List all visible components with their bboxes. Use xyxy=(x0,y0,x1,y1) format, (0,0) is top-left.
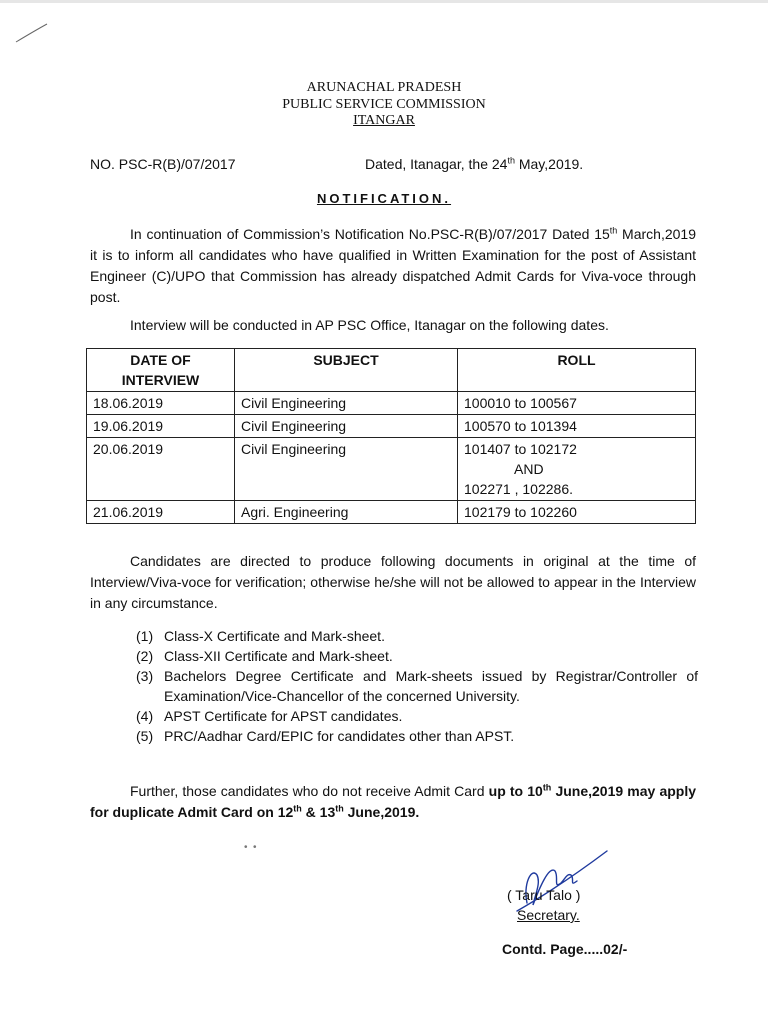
signature-block xyxy=(507,885,580,925)
stray-dots: • • xyxy=(244,842,257,853)
cell-roll: 102179 to 102260 xyxy=(458,501,696,524)
list-number: (5) xyxy=(136,728,154,744)
p4-bold2: June,2019 may apply for duplicate Admit Card on 12 xyxy=(90,783,697,820)
date-suffix: May,2019. xyxy=(514,156,584,172)
letterhead-city: ITANGAR xyxy=(353,113,415,128)
list-item xyxy=(136,726,698,746)
cell-roll: 100570 to 101394 xyxy=(458,415,696,438)
notification-title: NOTIFICATION. xyxy=(316,191,452,206)
cell-date: 19.06.2019 xyxy=(87,415,235,438)
table-row xyxy=(87,501,696,524)
list-item xyxy=(136,666,698,706)
reference-number: NO. PSC-R(B)/07/2017 xyxy=(90,156,236,172)
scan-edge xyxy=(0,0,768,3)
paragraph-continuation xyxy=(90,224,696,308)
paragraph-continuation-sup: th xyxy=(609,225,618,236)
cell-date: 18.06.2019 xyxy=(87,392,235,415)
signatory-title: Secretary. xyxy=(517,907,580,923)
p4-sup3: th xyxy=(335,803,344,814)
table-header-row xyxy=(87,349,696,392)
list-text: APST Certificate for APST candidates. xyxy=(164,708,403,724)
roll-range: 101407 to 102172 xyxy=(464,441,577,457)
list-number: (3) xyxy=(136,668,154,684)
header-subject: SUBJECT xyxy=(235,349,458,392)
table-row xyxy=(87,392,696,415)
cell-roll xyxy=(458,438,696,501)
p4-bold3: & 13 xyxy=(301,804,336,820)
list-number: (2) xyxy=(136,648,154,664)
letterhead-state: ARUNACHAL PRADESH xyxy=(306,80,462,95)
list-text: Bachelors Degree Certificate and Mark-sheets issued by Registrar/Controller of Examination/Vice-Chancellor of the concerned University. xyxy=(164,668,698,704)
pen-stroke-mark xyxy=(14,22,50,46)
header-roll: ROLL xyxy=(458,349,696,392)
list-item xyxy=(136,646,698,666)
cell-roll: 100010 to 100567 xyxy=(458,392,696,415)
list-text: Class-X Certificate and Mark-sheet. xyxy=(164,628,385,644)
p4-bold1: up to 10 xyxy=(488,783,543,799)
p4-part1: Further, those candidates who do not receive Admit Card xyxy=(130,783,489,799)
list-text: Class-XII Certificate and Mark-sheet. xyxy=(164,648,393,664)
list-text: PRC/Aadhar Card/EPIC for candidates other than APST. xyxy=(164,728,515,744)
list-number: (1) xyxy=(136,628,154,644)
date-line xyxy=(365,156,583,172)
list-item xyxy=(136,626,698,646)
p4-bold4: June,2019. xyxy=(343,804,420,820)
interview-schedule-table xyxy=(86,348,696,524)
list-number: (4) xyxy=(136,708,154,724)
cell-subject: Civil Engineering xyxy=(235,438,458,501)
paragraph-duplicate-admit-card xyxy=(90,781,696,823)
roll-and: AND xyxy=(514,461,544,477)
signatory-name: ( Taru Talo ) xyxy=(507,887,581,903)
paragraph-documents-intro: Candidates are directed to produce following documents in original at the time of Interview/Viva-voce for verification; otherwise he/she will not be allowed to appear in the Interview in any circumstance. xyxy=(90,553,696,611)
header-date: DATE OF INTERVIEW xyxy=(87,349,235,392)
date-prefix: Dated, Itanagar, the 24 xyxy=(365,156,508,172)
p4-sup1: th xyxy=(542,782,552,793)
paragraph-interview-venue: Interview will be conducted in AP PSC Office, Itanagar on the following dates. xyxy=(130,317,609,333)
cell-subject: Civil Engineering xyxy=(235,392,458,415)
table-row xyxy=(87,438,696,501)
table-row xyxy=(87,415,696,438)
letterhead-commission: PUBLIC SERVICE COMMISSION xyxy=(282,97,486,112)
cell-date: 21.06.2019 xyxy=(87,501,235,524)
documents-list xyxy=(136,626,698,746)
list-item xyxy=(136,706,698,726)
roll-extra: 102271 , 102286. xyxy=(464,481,573,497)
p4-sup2: th xyxy=(293,803,302,814)
continued-page-note: Contd. Page.....02/- xyxy=(502,941,628,957)
cell-date: 20.06.2019 xyxy=(87,438,235,501)
paragraph-continuation-part2: March,2019 it is to inform all candidates who have qualified in Written Examination for the post of Assistant Engineer (C)/UPO that Commission has already dispatched Admit Cards for Viva-voce through post. xyxy=(90,226,696,305)
cell-subject: Agri. Engineering xyxy=(235,501,458,524)
cell-subject: Civil Engineering xyxy=(235,415,458,438)
paragraph-continuation-part1: In continuation of Commission’s Notification No.PSC-R(B)/07/2017 Dated 15 xyxy=(130,226,610,242)
date-sup: th xyxy=(507,155,515,166)
